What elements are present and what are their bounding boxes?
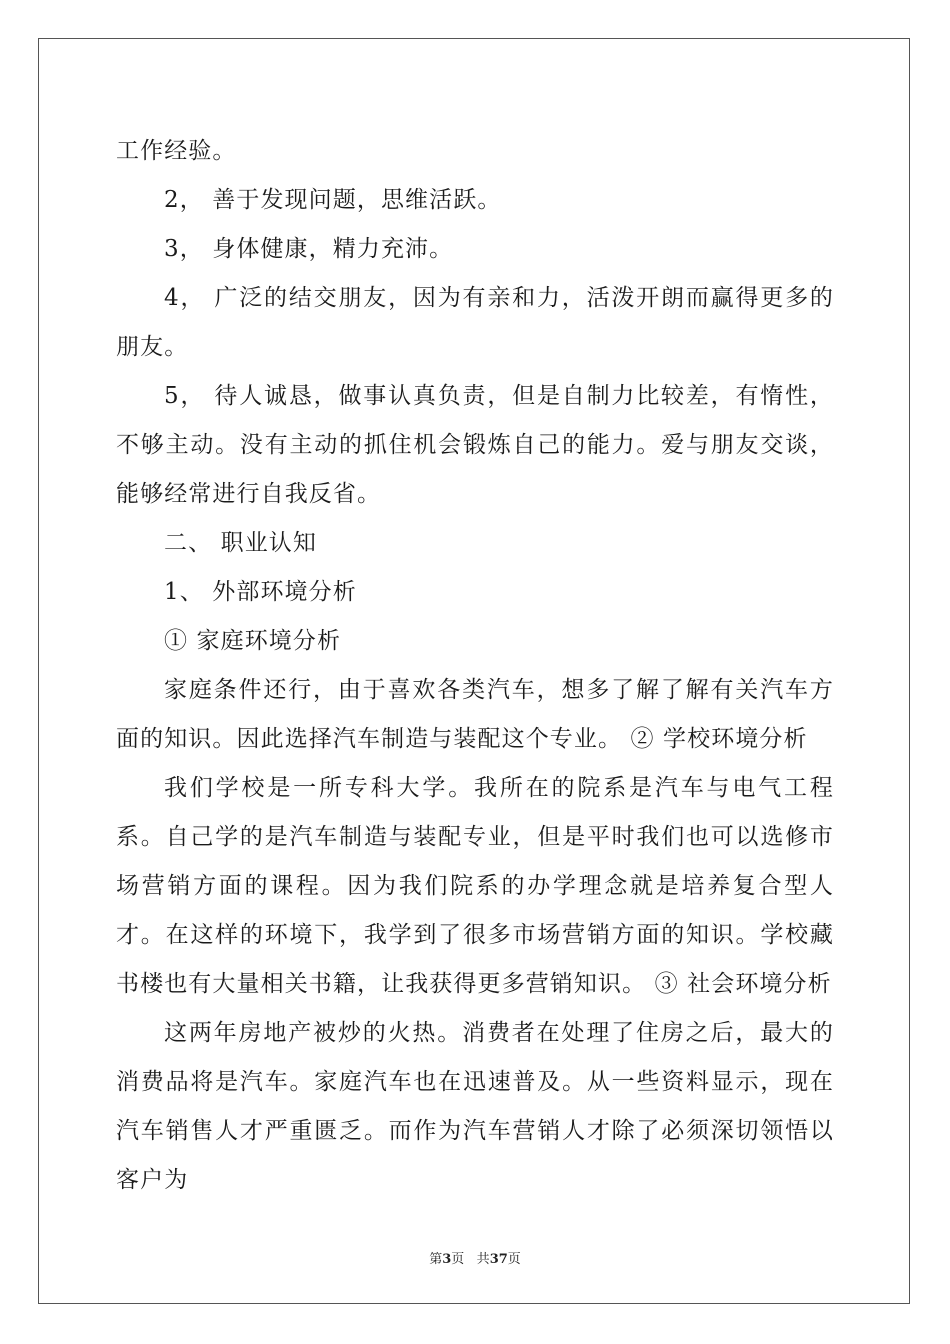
paragraph-3: 3， 身体健康，精力充沛。 (164, 236, 454, 262)
subsection-heading: 1、 外部环境分析 (164, 579, 357, 605)
footer-total-pages: 37 (489, 1252, 508, 1267)
section-heading: 二、 职业认知 (164, 530, 318, 556)
footer-total-suffix: 页 (507, 1252, 521, 1267)
paragraph-5: 5， 待人诚恳，做事认真负责，但是自制力比较差，有惰性，不够主动。没有主动的抓住机会锻炼自己的能力。爱与朋友交谈，能够经常进行自我反省。 (116, 383, 834, 507)
paragraph-school: 我们学校是一所专科大学。我所在的院系是汽车与电气工程系。自己学的是汽车制造与装配专业，但是平时我们也可以选修市场营销方面的课程。因为我们院系的办学理念就是培养复合型人才。在这样的环境下，我学到了很多市场营销方面的知识。学校藏书楼也有大量相关书籍，让我获得更多营销知识。 ③ 社会环境分析 (116, 775, 834, 997)
paragraph-4: 4， 广泛的结交朋友，因为有亲和力，活泼开朗而赢得更多的朋友。 (116, 285, 834, 360)
paragraph-society: 这两年房地产被炒的火热。消费者在处理了住房之后，最大的消费品将是汽车。家庭汽车也在迅速普及。从一些资料显示，现在汽车销售人才严重匮乏。而作为汽车营销人才除了必须深切领悟以客户为 (116, 1020, 834, 1193)
item-heading: ① 家庭环境分析 (164, 628, 342, 654)
page-footer (0, 1248, 950, 1267)
footer-page-suffix: 页 (451, 1252, 465, 1267)
footer-total-prefix: 共 (476, 1252, 490, 1267)
document-body (116, 127, 834, 1205)
footer-page-prefix: 第 (429, 1252, 443, 1267)
footer-page-number: 3 (442, 1252, 452, 1267)
paragraph-2: 2， 善于发现问题，思维活跃。 (164, 187, 502, 213)
paragraph-1: 工作经验。 (116, 138, 237, 164)
paragraph-family: 家庭条件还行，由于喜欢各类汽车，想多了解了解有关汽车方面的知识。因此选择汽车制造与装配这个专业。 ② 学校环境分析 (116, 677, 834, 752)
